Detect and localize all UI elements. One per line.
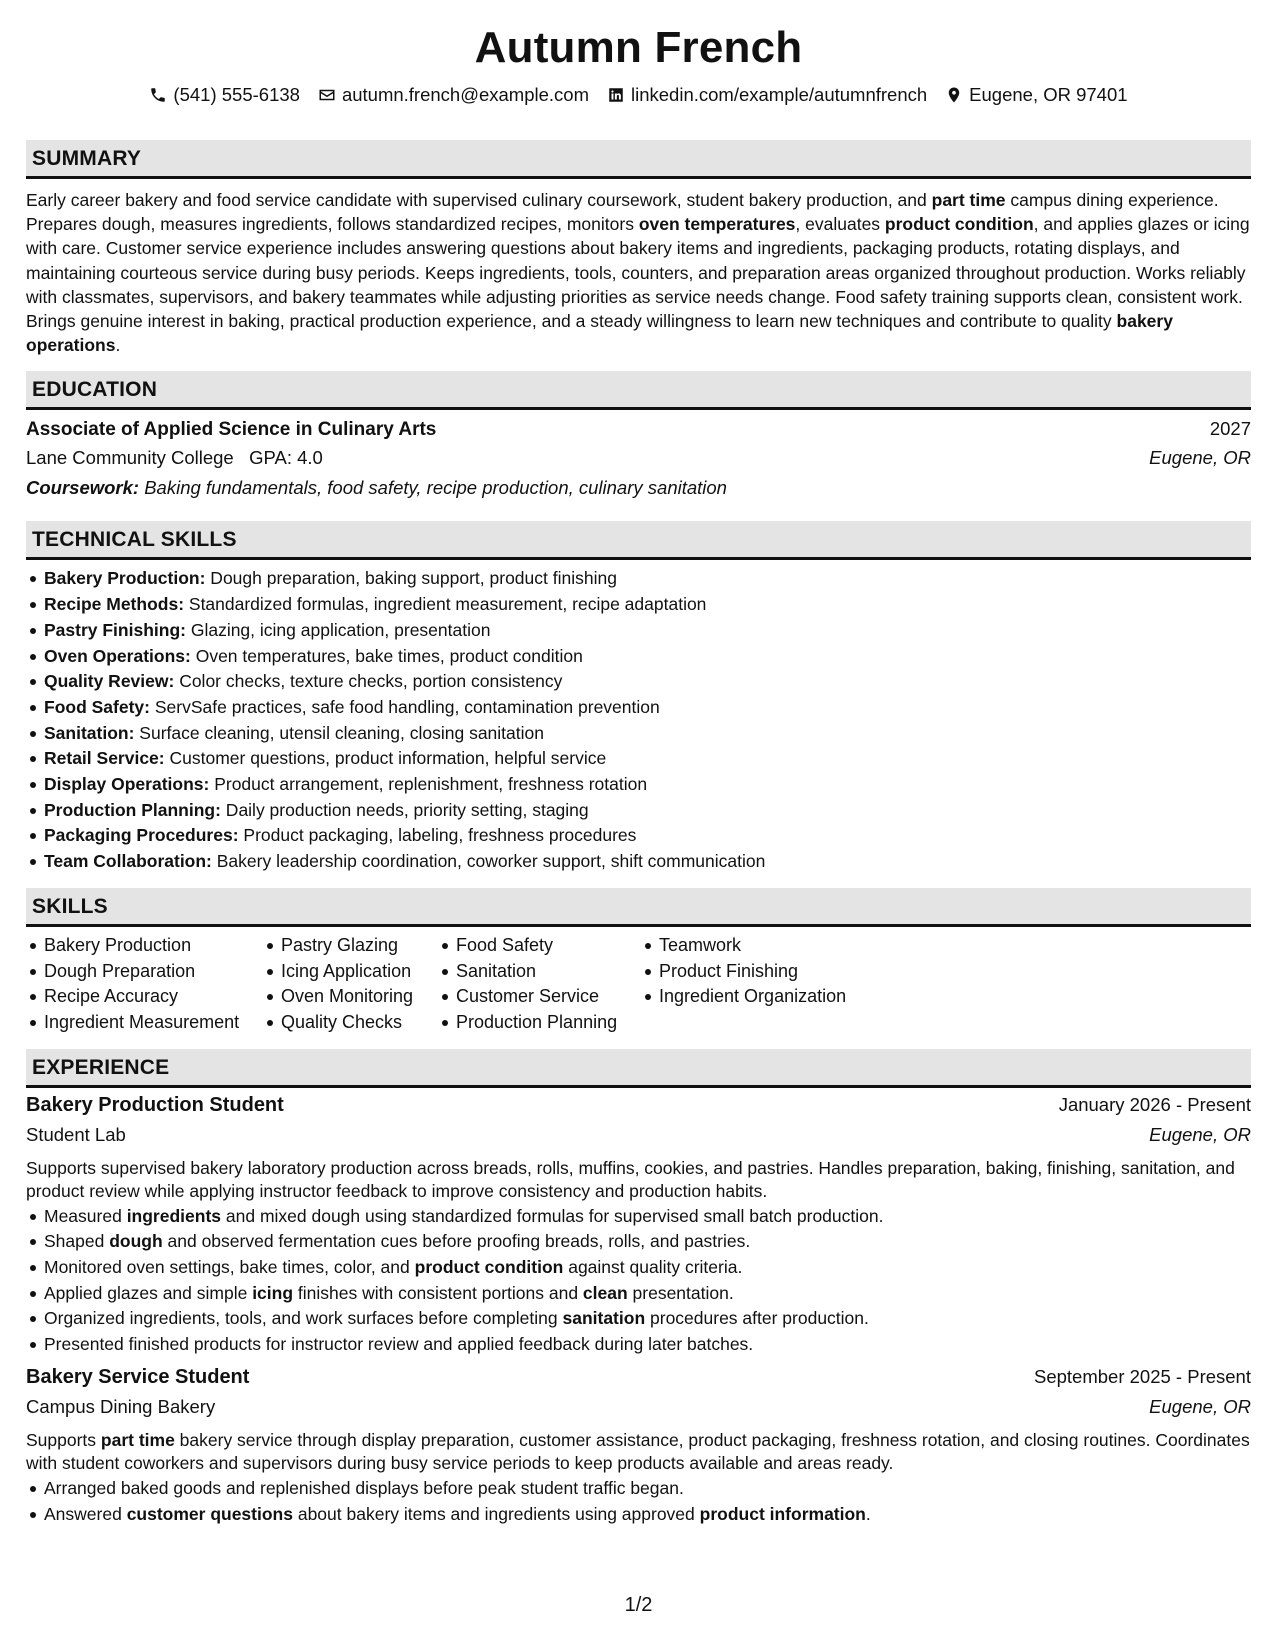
technical-skill-label: Quality Review:: [44, 671, 175, 692]
job-bullet: [44, 1204, 1251, 1230]
job-location: Eugene, OR: [1149, 1123, 1251, 1145]
summary-bold-segment: bakery operations: [26, 311, 1173, 356]
technical-skill-label: Pastry Finishing:: [44, 619, 186, 640]
job-bullet-segment: against quality criteria.: [563, 1257, 743, 1278]
job-dates: January 2026 - Present: [1058, 1093, 1251, 1115]
envelope-icon: [318, 86, 336, 104]
education-heading: EDUCATION: [26, 371, 1251, 410]
education-entry: [26, 418, 1251, 507]
job-bullet: [44, 1281, 1251, 1307]
technical-skill-item: [44, 695, 1251, 721]
job-bullet-segment: Applied glazes and simple: [44, 1282, 253, 1303]
summary-bold-segment: product condition: [884, 214, 1034, 235]
skill-item: Teamwork: [659, 933, 881, 959]
technical-skill-label: Production Planning:: [44, 799, 221, 820]
job-bullet-bold-segment: product information: [699, 1503, 866, 1524]
degree-title: Associate of Applied Science in Culinary Arts: [26, 419, 437, 441]
skills-column: [263, 933, 438, 1036]
skill-item: Product Finishing: [659, 959, 881, 985]
institution-name: Lane Community College: [26, 447, 234, 469]
technical-skill-text: Color checks, texture checks, portion consistency: [174, 671, 563, 692]
technical-skill-label: Packaging Procedures:: [44, 825, 239, 846]
summary-heading: SUMMARY: [26, 140, 1251, 179]
job-description: [26, 1429, 1251, 1476]
technical-skill-item: [44, 592, 1251, 618]
job-bullets: [26, 1204, 1251, 1358]
technical-skill-text: Daily production needs, priority setting, staging: [220, 799, 589, 820]
job-bullet-bold-segment: ingredients: [126, 1205, 222, 1226]
job-bullet: [44, 1332, 1251, 1358]
contact-location: [945, 82, 1127, 108]
job-title: Bakery Service Student: [26, 1365, 250, 1388]
technical-skill-text: Bakery leadership coordination, coworker support, shift communication: [211, 851, 766, 872]
skill-item: Oven Monitoring: [281, 984, 438, 1010]
skills-column: [26, 933, 263, 1036]
job-location: Eugene, OR: [1149, 1395, 1251, 1417]
skills-column: [438, 933, 641, 1036]
summary-segment: , evaluates: [795, 214, 885, 235]
technical-skill-text: Dough preparation, baking support, product finishing: [205, 568, 617, 589]
experience-list: [26, 1094, 1251, 1528]
skill-item: Dough Preparation: [44, 959, 263, 985]
location-text: Eugene, OR 97401: [969, 84, 1128, 105]
job-bullet-bold-segment: icing: [252, 1282, 294, 1303]
education-location: Eugene, OR: [1149, 447, 1251, 469]
job-bullet-segment: and observed fermentation cues before proofing breads, rolls, and pastries.: [162, 1231, 751, 1252]
skill-item: Ingredient Organization: [659, 984, 881, 1010]
job-bullet-segment: .: [865, 1503, 871, 1524]
technical-skills-heading: TECHNICAL SKILLS: [26, 521, 1251, 560]
contact-linkedin[interactable]: [607, 82, 927, 108]
skill-item: Customer Service: [456, 984, 641, 1010]
summary-bold-segment: oven temperatures: [638, 214, 796, 235]
technical-skill-label: Food Safety:: [44, 696, 150, 717]
linkedin-icon: [607, 86, 625, 104]
job-bullet-bold-segment: customer questions: [126, 1503, 293, 1524]
technical-skill-item: [44, 721, 1251, 747]
technical-skills-list: [26, 566, 1251, 874]
technical-skill-text: Product packaging, labeling, freshness procedures: [238, 825, 637, 846]
coursework-label: Coursework:: [26, 477, 140, 499]
job-bullets: [26, 1476, 1251, 1527]
contact-bar: [26, 82, 1251, 108]
skills-heading: SKILLS: [26, 888, 1251, 927]
job-bullet: [44, 1229, 1251, 1255]
job-description-bold-segment: part time: [100, 1429, 175, 1450]
technical-skill-text: Surface cleaning, utensil cleaning, closing sanitation: [134, 722, 544, 743]
job-bullet-bold-segment: clean: [582, 1282, 628, 1303]
job-entry: [26, 1366, 1251, 1527]
phone-text: (541) 555-6138: [173, 84, 300, 105]
job-bullet-segment: Monitored oven settings, bake times, color, and: [44, 1257, 415, 1278]
coursework-text: Baking fundamentals, food safety, recipe production, culinary sanitation: [139, 477, 727, 499]
graduation-year: 2027: [1209, 418, 1251, 440]
job-bullet-segment: Presented finished products for instructor review and applied feedback during later batches.: [44, 1334, 754, 1355]
job-bullet-segment: about bakery items and ingredients using approved: [292, 1503, 700, 1524]
job-description-segment: Supports: [26, 1429, 101, 1450]
job-bullet-segment: Organized ingredients, tools, and work surfaces before completing: [44, 1308, 563, 1329]
job-entry: [26, 1094, 1251, 1358]
institution: [26, 447, 323, 469]
job-bullet-segment: Arranged baked goods and replenished displays before peak student traffic began.: [44, 1477, 684, 1498]
contact-phone[interactable]: [149, 82, 300, 108]
email-text: autumn.french@example.com: [341, 84, 589, 105]
job-bullet-segment: Shaped: [44, 1231, 110, 1252]
resume-page: [26, 0, 1251, 1650]
technical-skill-text: Customer questions, product information, helpful service: [164, 748, 607, 769]
skill-item: Recipe Accuracy: [44, 984, 263, 1010]
job-bullet-bold-segment: sanitation: [562, 1308, 646, 1329]
candidate-name: Autumn French: [474, 23, 803, 72]
technical-skill-item: [44, 798, 1251, 824]
skill-item: Bakery Production: [44, 933, 263, 959]
technical-skill-item: [44, 746, 1251, 772]
job-bullet: [44, 1255, 1251, 1281]
summary-segment: Early career bakery and food service candidate with supervised culinary coursework, student bakery production, and: [26, 190, 932, 210]
technical-skill-label: Display Operations:: [44, 774, 210, 795]
skill-item: Pastry Glazing: [281, 933, 438, 959]
job-bullet: [44, 1476, 1251, 1502]
job-title: Bakery Production Student: [26, 1093, 284, 1116]
job-organization: Student Lab: [26, 1123, 126, 1145]
linkedin-text: linkedin.com/example/autumnfrench: [631, 84, 928, 105]
skill-item: Sanitation: [456, 959, 641, 985]
skill-item: Production Planning: [456, 1010, 641, 1036]
technical-skill-item: [44, 823, 1251, 849]
coursework: [26, 477, 1251, 507]
technical-skill-item: [44, 772, 1251, 798]
job-dates: September 2025 - Present: [1034, 1365, 1251, 1387]
technical-skill-text: Product arrangement, replenishment, freshness rotation: [209, 774, 648, 795]
technical-skill-label: Recipe Methods:: [44, 594, 185, 615]
job-bullet-segment: and mixed dough using standardized formulas for supervised small batch production.: [221, 1205, 884, 1226]
technical-skill-item: [44, 669, 1251, 695]
job-bullet-segment: finishes with consistent portions and: [293, 1282, 583, 1303]
technical-skill-label: Sanitation:: [44, 722, 135, 743]
technical-skill-text: Oven temperatures, bake times, product condition: [190, 645, 583, 666]
job-bullet-bold-segment: dough: [109, 1231, 163, 1252]
skill-item: Quality Checks: [281, 1010, 438, 1036]
summary-segment: .: [115, 335, 121, 356]
job-bullet-segment: Answered: [44, 1503, 127, 1524]
summary-text: [26, 188, 1251, 357]
experience-heading: EXPERIENCE: [26, 1049, 1251, 1088]
technical-skill-item: [44, 849, 1251, 875]
job-bullet: [44, 1306, 1251, 1332]
technical-skill-label: Retail Service:: [44, 748, 165, 769]
job-bullet-segment: procedures after production.: [645, 1308, 869, 1329]
summary-bold-segment: part time: [931, 190, 1006, 210]
phone-icon: [149, 86, 167, 104]
job-bullet: [44, 1502, 1251, 1528]
technical-skill-text: Glazing, icing application, presentation: [185, 619, 491, 640]
map-pin-icon: [945, 86, 963, 104]
gpa: GPA: 4.0: [249, 447, 323, 469]
job-bullet-segment: presentation.: [627, 1282, 734, 1303]
technical-skill-text: Standardized formulas, ingredient measurement, recipe adaptation: [184, 594, 707, 615]
summary-segment: , and applies glazes or icing with care. Customer service experience includes answering questions about bakery items and ingredients, packaging products, rotating displays, and maintaining courteous service during busy periods. Keeps ingredients, tools, counters, and preparation areas organized throughout production. Works reliably with classmates, supervisors, and bakery teammates while adjusting priorities as service needs change. Food safety training supports clean, consistent work. Brings genuine interest in baking, practical production experience, and a steady willingness to learn new techniques and contribute to quality: [26, 214, 1250, 332]
job-bullet-segment: Measured: [44, 1205, 127, 1226]
technical-skill-label: Oven Operations:: [44, 645, 191, 666]
technical-skill-label: Team Collaboration:: [44, 851, 212, 872]
job-organization: Campus Dining Bakery: [26, 1395, 216, 1417]
skill-item: Ingredient Measurement: [44, 1010, 263, 1036]
page-number: 1/2: [624, 1594, 653, 1616]
technical-skill-label: Bakery Production:: [44, 568, 206, 589]
job-description: Supports supervised bakery laboratory production across breads, rolls, muffins, cookies, and pastries. Handles preparation, baking, finishing, sanitation, and product review while applying instructor feedback to improve consistency and production habits.: [26, 1157, 1235, 1202]
technical-skill-item: [44, 644, 1251, 670]
skills-column: [641, 933, 881, 1036]
technical-skill-item: [44, 566, 1251, 592]
technical-skill-item: [44, 618, 1251, 644]
skill-item: Icing Application: [281, 959, 438, 985]
summary-segment: campus dining experience. Prepares dough, measures ingredients, follows standardized recipes, monitors: [26, 190, 1219, 235]
job-bullet-bold-segment: product condition: [414, 1257, 564, 1278]
contact-email[interactable]: [318, 82, 589, 108]
job-description-segment: bakery service through display preparation, customer assistance, product packaging, freshness rotation, and closing routines. Coordinates with student coworkers and supervisors during busy service periods to keep products available and areas ready.: [26, 1429, 1250, 1474]
technical-skill-text: ServSafe practices, safe food handling, contamination prevention: [149, 696, 660, 717]
skills-grid: [26, 933, 1251, 1036]
skill-item: Food Safety: [456, 933, 641, 959]
